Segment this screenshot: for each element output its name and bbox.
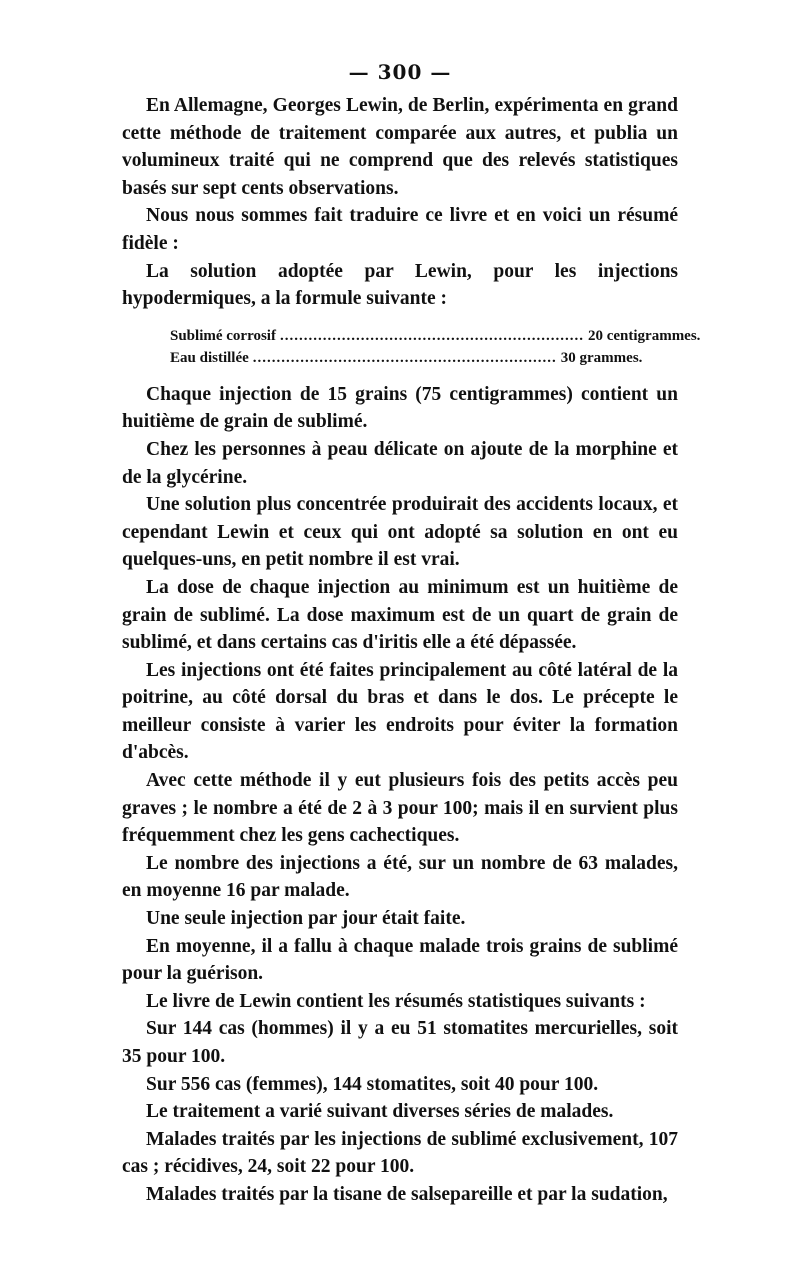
formula-row <box>170 325 701 347</box>
leader-dots: ................................................................ <box>279 327 584 344</box>
formula-row <box>170 347 643 369</box>
paragraph: Malades traités par les injections de sublimé exclusivement, 107 cas ; récidives, 24, soit 22 pour 100. <box>122 1128 678 1178</box>
formula-quantity: 30 grammes. <box>560 349 643 366</box>
leader-dots: ................................................................ <box>252 349 557 366</box>
paragraph: Le livre de Lewin contient les résumés statistiques suivants : <box>146 990 646 1012</box>
paragraph: Une seule injection par jour était faite. <box>146 908 466 930</box>
paragraph: La dose de chaque injection au minimum est un huitième de grain de sublimé. La dose maximum est de un quart de grain de sublimé, et dans certains cas d'iritis elle a été dépassée. <box>122 576 678 654</box>
paragraph: Chaque injection de 15 grains (75 centigrammes) contient un huitième de grain de sublimé. <box>122 383 678 433</box>
paragraph: Les injections ont été faites principalement au côté latéral de la poitrine, au côté dorsal du bras et dans le dos. Le précepte le meilleur consiste à varier les endroits pour éviter la formation d'abcès. <box>122 659 678 764</box>
page-number: — 300 — <box>348 60 452 84</box>
body-text <box>122 92 701 1209</box>
paragraph: Une solution plus concentrée produirait des accidents locaux, et cependant Lewin et ceux qui ont adopté sa solution en ont eu quelques-uns, en petit nombre il est vrai. <box>122 494 678 571</box>
paragraph: La solution adoptée par Lewin, pour les injections hypodermiques, a la formule suivante : <box>122 260 678 310</box>
paragraph: Sur 144 cas (hommes) il y a eu 51 stomatites mercurielles, soit 35 pour 100. <box>122 1018 678 1067</box>
formula-ingredient: Eau distillée <box>170 349 249 366</box>
paragraph: Malades traités par la tisane de salsepareille et par la sudation, <box>146 1183 668 1205</box>
formula-table <box>170 325 701 369</box>
paragraph: Avec cette méthode il y eut plusieurs fois des petits accès peu graves ; le nombre a été de 2 à 3 pour 100; mais il en survient plus fréquemment chez les gens cachectiques. <box>122 770 678 847</box>
formula-ingredient: Sublimé corrosif <box>170 327 276 344</box>
paragraph: Le nombre des injections a été, sur un nombre de 63 malades, en moyenne 16 par malade. <box>122 852 678 902</box>
paragraph: Sur 556 cas (femmes), 144 stomatites, soit 40 pour 100. <box>146 1073 599 1095</box>
paragraph: Le traitement a varié suivant diverses séries de malades. <box>146 1101 614 1123</box>
paragraph: En Allemagne, Georges Lewin, de Berlin, expérimenta en grand cette méthode de traitement comparée aux autres, et publia un volumineux traité qui ne comprend que des relevés statistiques basés sur sept cents observations. <box>122 95 678 199</box>
paragraph: En moyenne, il a fallu à chaque malade trois grains de sublimé pour la guérison. <box>122 935 678 985</box>
formula-quantity: 20 centigrammes. <box>587 327 701 344</box>
paragraph: Nous nous sommes fait traduire ce livre et en voici un résumé fidèle : <box>122 205 678 254</box>
paragraph: Chez les personnes à peau délicate on ajoute de la morphine et de la glycérine. <box>122 438 678 488</box>
